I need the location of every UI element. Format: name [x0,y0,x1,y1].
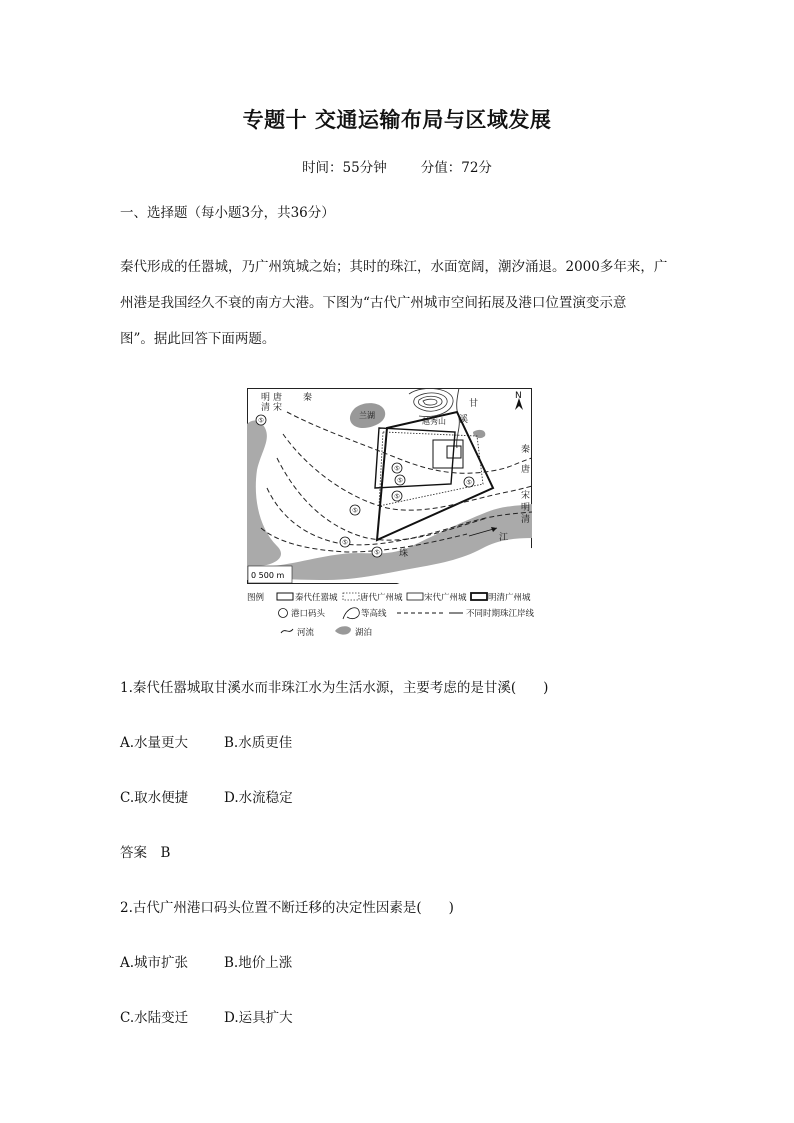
option-c[interactable]: C.水陆变迁 [120,1010,189,1026]
label-xi: 溪 [459,415,469,425]
option-d[interactable]: D.水流稳定 [224,790,293,806]
port-label: ⑤ [397,476,403,485]
label-ming: 明 [261,393,271,403]
option-a[interactable]: A.水量更大 [120,735,189,751]
label-qing-r: 清 [521,515,531,525]
option-c[interactable]: C.取水便捷 [120,790,189,806]
label-jiang: 江 [499,533,509,543]
label-qin-top: 秦 [303,393,313,403]
guangzhou-map-figure [247,388,532,584]
page-title: 专题十 交通运输布局与区域发展 [242,107,552,132]
label-yuexiushan: 越秀山 [422,417,446,426]
legend-port-icon [279,609,288,618]
port-label: ⑤ [466,478,472,487]
scale-label: 0 500 m [251,571,285,580]
legend-svg [247,589,547,645]
question-1-answer: 答案 B [120,845,171,861]
label-gan: 甘 [469,399,479,409]
legend-tang-swatch [343,593,359,600]
map-legend [247,589,547,645]
port-label: ⑤ [342,538,348,547]
label-song-r: 宋 [521,491,531,501]
legend-song-swatch [407,593,423,600]
option-b[interactable]: B.地价上涨 [224,955,293,971]
legend-song: 宋代广州城 [424,593,467,603]
legend-port: 港口码头 [291,609,326,619]
option-d[interactable]: D.运具扩大 [224,1010,293,1026]
port-label: ⑤ [394,492,400,501]
label-song-tl: 宋 [273,403,283,413]
question-1-stem: 1.秦代任嚣城取甘溪水而非珠江水为生活水源，主要考虑的是甘溪( ) [120,680,549,696]
time-limit: 时间：55分钟 [302,160,387,176]
intro-paragraph [120,249,680,357]
legend-qin-swatch [277,593,293,600]
port-label: ⑤ [374,548,380,557]
question-1-options-row2 [120,786,293,806]
label-zhu: 珠 [399,549,409,559]
question-2-options-row2 [120,1006,293,1026]
label-lanhu: 兰湖 [359,411,375,420]
legend-lake: 湖泊 [355,628,373,638]
option-b[interactable]: B.水质更佳 [224,735,293,751]
total-score: 分值：72分 [420,160,492,176]
label-north: N [515,391,522,401]
exam-meta [0,156,794,176]
question-1-options-row1 [120,731,292,751]
legend-lake-icon [335,626,351,634]
legend-contour: 等高线 [361,609,387,619]
legend-heading: 图例 [247,593,265,603]
intro-line: 秦代形成的任嚣城，乃广州筑城之始；其时的珠江，水面宽阔，潮汐涌退。2000多年来，广 [120,259,668,275]
legend-mingqing: 明清广州城 [488,593,531,603]
question-2-stem: 2.古代广州港口码头位置不断迁移的决定性因素是( ) [120,900,454,916]
legend-tang: 唐代广州城 [360,593,403,603]
option-a[interactable]: A.城市扩张 [120,955,189,971]
intro-line: 州港是我国经久不衰的南方大港。下图为“古代广州城市空间拓展及港口位置演变示意 [120,295,627,311]
section-heading: 一、选择题（每小题3分，共36分） [120,205,335,221]
label-tang-r: 唐 [521,465,531,475]
legend-shore: 不同时期珠江岸线 [466,609,535,619]
intro-line: 图”。据此回答下面两题。 [120,331,276,347]
question-2-options-row1 [120,951,292,971]
legend-qin: 秦代任嚣城 [295,593,338,603]
port-label: ⑤ [258,416,264,425]
label-qin-r: 秦 [521,445,531,455]
legend-river-icon [281,629,293,633]
map-svg [247,388,532,584]
port-label: ⑤ [394,464,400,473]
legend-mingqing-swatch [471,593,487,600]
legend-river: 河流 [297,628,315,638]
label-ming-r: 明 [521,503,531,513]
port-label: ⑤ [352,506,358,515]
label-qing: 清 [261,403,271,413]
legend-contour-icon [343,608,359,619]
label-tang-tl: 唐 [273,393,283,403]
